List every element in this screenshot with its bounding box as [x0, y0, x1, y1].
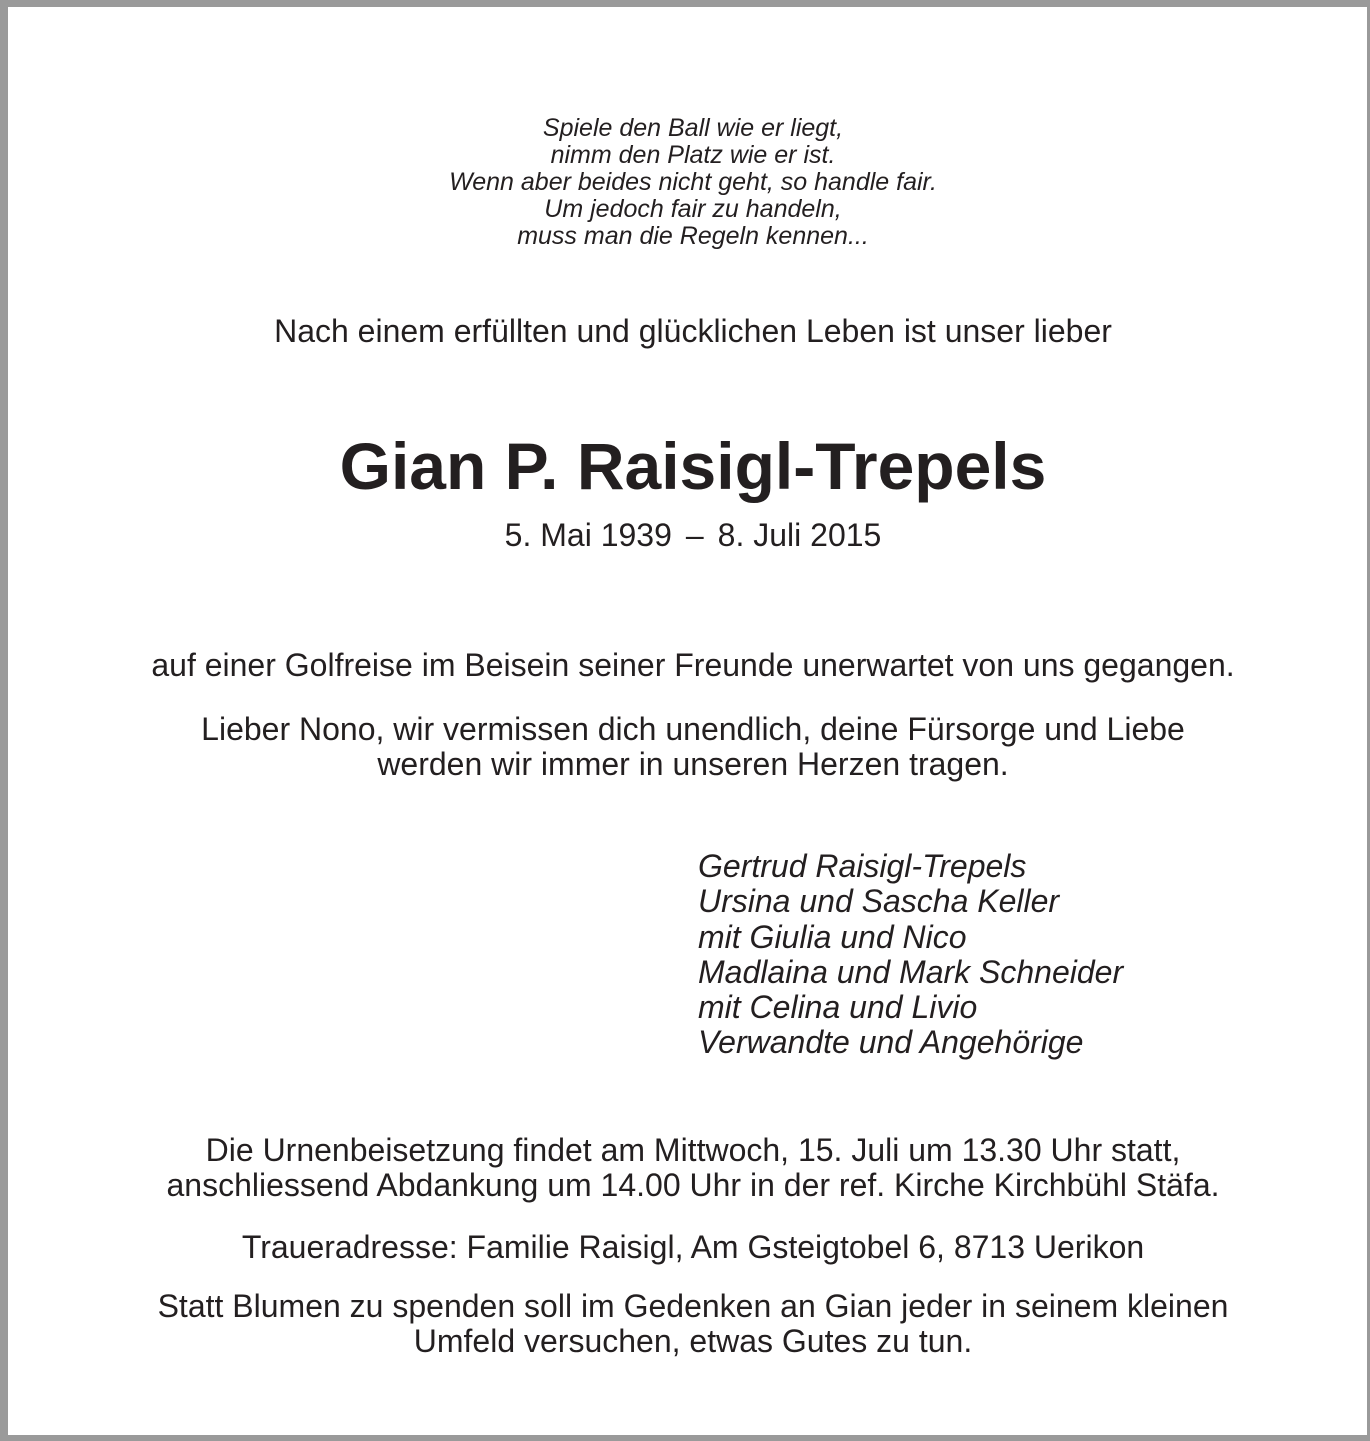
motto-line-2: nimm den Platz wie er ist. [550, 141, 836, 169]
life-dates [8, 515, 1370, 555]
mourner-name: Ursina und Sascha Keller [698, 883, 1060, 920]
mourner-name: mit Giulia und Nico [698, 918, 967, 955]
motto-line-3: Wenn aber beides nicht geht, so handle fair. [449, 168, 937, 196]
tribute-line-1: Lieber Nono, wir vermissen dich unendlich, deine Fürsorge und Liebe [201, 711, 1185, 747]
tribute-line-2: werden wir immer in unseren Herzen tragen. [377, 746, 1009, 782]
date-separator: – [685, 517, 704, 553]
ceremony-line-1: Die Urnenbeisetzung findet am Mittwoch, 15. Juli um 13.30 Uhr statt, [205, 1132, 1181, 1168]
death-date: 8. Juli 2015 [717, 517, 882, 553]
mourning-address: Traueradresse: Familie Raisigl, Am Gsteigtobel 6, 8713 Uerikon [241, 1229, 1145, 1265]
mourner-name: Gertrud Raisigl-Trepels [698, 848, 1027, 884]
mourner-name: Madlaina und Mark Schneider [698, 953, 1124, 990]
flowers-line-2: Umfeld versuchen, etwas Gutes zu tun. [413, 1323, 973, 1359]
motto-line-5: muss man die Regeln kennen... [517, 222, 869, 250]
flowers-line-1: Statt Blumen zu spenden soll im Gedenken an Gian jeder in seinem kleinen [157, 1288, 1229, 1324]
passing-text: auf einer Golfreise im Beisein seiner Freunde unerwartet von uns gegangen. [151, 647, 1235, 683]
mourner-name: mit Celina und Livio [698, 989, 978, 1026]
flowers-note [8, 1289, 1370, 1359]
birth-date: 5. Mai 1939 [504, 517, 672, 553]
motto-line-1: Spiele den Ball wie er liegt, [542, 114, 844, 142]
mourner-name: Verwandte und Angehörige [698, 1024, 1084, 1061]
intro-text: Nach einem erfüllten und glücklichen Leben ist unser lieber [274, 313, 1112, 349]
tribute-text [8, 712, 1370, 782]
motto-verse [8, 115, 1370, 250]
ceremony-info [8, 1133, 1370, 1203]
mourners-list [698, 849, 1123, 1061]
motto-line-4: Um jedoch fair zu handeln, [544, 195, 842, 223]
deceased-name: Gian P. Raisigl-Trepels [339, 429, 1047, 503]
ceremony-line-2: anschliessend Abdankung um 14.00 Uhr in der ref. Kirche Kirchbühl Stäfa. [166, 1167, 1220, 1203]
